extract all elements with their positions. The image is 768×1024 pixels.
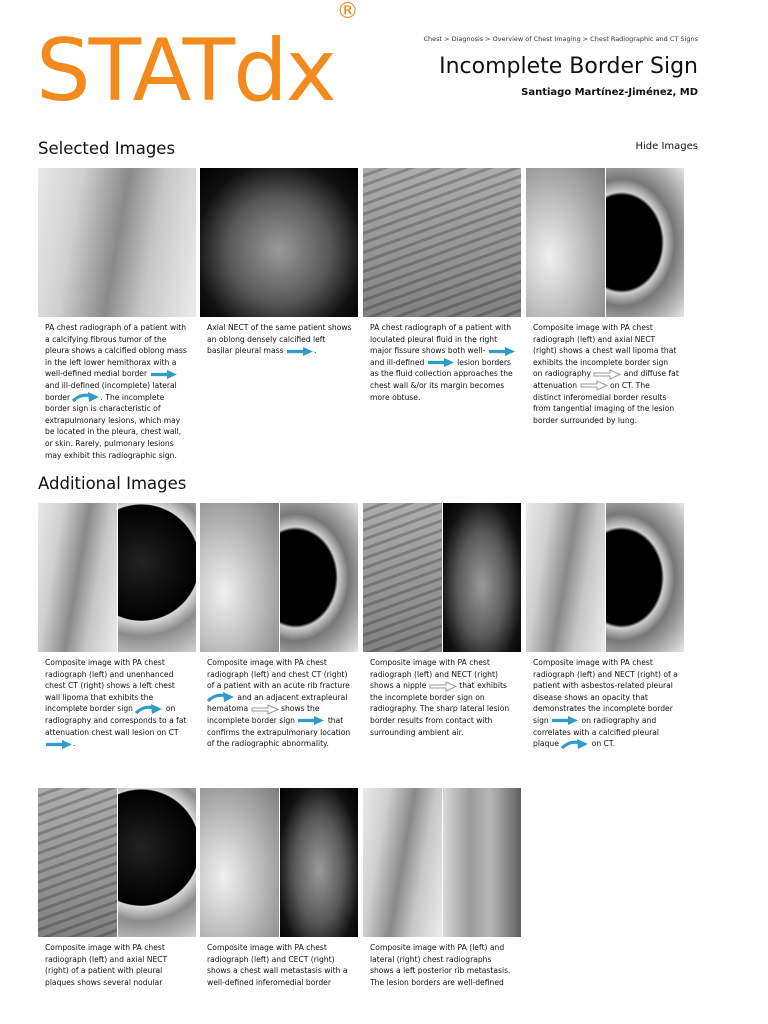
figure-image[interactable] xyxy=(526,503,684,652)
caption-text: . The incomplete border sign is characteristic of extrapulmonary lesions, which may be located in the pleura, chest wall, or skin. Rarely, pulmonary lesions may exhibit this radiographic sign. xyxy=(45,392,182,460)
breadcrumb-separator: > xyxy=(444,35,450,43)
figure-caption xyxy=(363,322,521,403)
figure-caption xyxy=(38,322,196,461)
figure-image[interactable] xyxy=(38,788,196,937)
open-arrow-icon xyxy=(593,369,621,380)
open-arrow-icon xyxy=(251,704,279,715)
logo-text: STATdx xyxy=(36,21,335,121)
figure-card xyxy=(526,503,684,750)
page-title: Incomplete Border Sign xyxy=(439,54,698,79)
figure-caption xyxy=(38,942,196,988)
caption-text: and ill-defined xyxy=(370,357,427,367)
caption-text: on CT. xyxy=(589,739,616,749)
figure-card xyxy=(38,168,196,461)
figure-image[interactable] xyxy=(200,168,358,317)
open-arrow-icon xyxy=(580,380,608,391)
open-arrow-icon xyxy=(429,681,457,692)
figure-caption xyxy=(526,322,684,426)
caption-text: and ill-defined (incomplete) lateral border xyxy=(45,380,177,402)
caption-text: on radiography and corresponds to a fat attenuation chest wall lesion on CT xyxy=(45,704,187,737)
figure-image[interactable] xyxy=(38,503,196,652)
solid-arrow-icon xyxy=(427,357,455,368)
statdx-logo xyxy=(36,0,359,121)
caption-text: . xyxy=(313,346,317,356)
caption-text: Composite image with PA chest radiograph (left) and CECT (right) shows a chest wall metastasis with a well-defined inferomedial border xyxy=(207,943,348,987)
figure-card xyxy=(38,788,196,988)
breadcrumb-item[interactable]: Diagnosis xyxy=(451,35,484,43)
caption-text: and an adjacent extrapleural hematoma xyxy=(207,692,348,714)
breadcrumb-separator: > xyxy=(582,35,589,43)
caption-text: Composite image with PA (left) and lateral (right) chest radiographs shows a left posterior rib metastasis. The lesion borders are well-defined xyxy=(370,943,511,987)
curved-arrow-icon xyxy=(561,739,589,750)
figure-caption xyxy=(526,657,684,750)
figure-card xyxy=(200,503,358,750)
caption-text: that exhibits the incomplete border sign on radiography. The sharp lateral lesion border results from contact with surrounding ambient air. xyxy=(370,681,510,737)
breadcrumb-item[interactable]: Chest Radiographic and CT Signs xyxy=(590,35,698,43)
caption-text: Axial NECT of the same patient shows an oblong densely calcified left basilar pleural mass xyxy=(207,323,352,356)
figure-image[interactable] xyxy=(38,168,196,317)
caption-text: PA chest radiograph of a patient with a calcifying fibrous tumor of the pleura shows a calcified oblong mass in the left lower hemithorax with a well-defined medial border xyxy=(45,323,187,379)
figure-card xyxy=(526,168,684,426)
solid-arrow-icon xyxy=(488,346,516,357)
solid-arrow-icon xyxy=(45,739,76,750)
figure-card xyxy=(363,788,521,988)
caption-text: lesion borders as the fluid collection approaches the chest wall &/or its margin becomes more obtuse. xyxy=(370,357,513,402)
figure-card xyxy=(200,788,358,988)
caption-text: and diffuse fat attenuation xyxy=(533,369,679,390)
curved-arrow-icon xyxy=(72,392,100,403)
figure-caption xyxy=(200,657,358,750)
breadcrumb-item[interactable]: Chest xyxy=(423,35,443,43)
figure-image[interactable] xyxy=(363,503,521,652)
solid-arrow-icon xyxy=(297,715,325,726)
figure-caption xyxy=(363,942,521,988)
figure-card xyxy=(363,168,521,403)
breadcrumb-separator: > xyxy=(485,35,491,43)
caption-text: on CT. The distinct inferomedial border results from tangential imaging of the lesion border surrounded by lung. xyxy=(533,380,675,425)
figure-caption xyxy=(363,657,521,738)
caption-text: Composite image with PA chest radiograph (left) and axial NECT (right) of a patient with pleural plaques shows several nodular xyxy=(45,943,168,987)
figure-image[interactable] xyxy=(363,168,521,317)
figure-card xyxy=(38,503,196,750)
selected-images-heading: Selected Images xyxy=(38,139,176,158)
figure-image[interactable] xyxy=(200,503,358,652)
caption-text: Composite image with PA chest radiograph (left) and NECT (right) of a patient with asbestos-related pleural disease shows an opacity that demonstrates the incomplete border sign xyxy=(533,658,678,725)
breadcrumb-item[interactable]: Overview of Chest Imaging xyxy=(492,35,581,43)
caption-text: PA chest radiograph of a patient with loculated pleural fluid in the right major fissure shows both well- xyxy=(370,323,512,356)
caption-text: shows the incomplete border sign xyxy=(207,704,320,725)
hide-images-button[interactable]: Hide Images xyxy=(635,141,698,152)
registered-mark: ® xyxy=(336,0,359,25)
caption-text: Composite image with PA chest radiograph (left) and axial NECT (right) shows a chest wall lipoma that exhibits the incomplete border sign on radiography xyxy=(533,323,677,379)
curved-arrow-icon xyxy=(135,704,163,715)
solid-arrow-icon xyxy=(551,715,579,726)
caption-text: Composite image with PA chest radiograph (left) and chest CT (right) of a patient with an acute rib fracture xyxy=(207,658,350,691)
figure-image[interactable] xyxy=(526,168,684,317)
solid-arrow-icon xyxy=(286,346,317,357)
figure-caption xyxy=(200,322,358,357)
caption-text: Composite image with PA chest radiograph (left) and NECT (right) shows a nipple xyxy=(370,658,498,691)
figure-caption xyxy=(200,942,358,988)
figure-card xyxy=(200,168,358,357)
additional-images-heading: Additional Images xyxy=(38,474,187,493)
breadcrumb xyxy=(424,35,698,43)
caption-text: . xyxy=(73,739,76,749)
curved-arrow-icon xyxy=(207,692,235,703)
solid-arrow-icon xyxy=(150,369,178,380)
figure-caption xyxy=(38,657,196,750)
caption-text: that confirms the extrapulmonary location of the radiographic abnormality. xyxy=(207,715,351,749)
figure-image[interactable] xyxy=(200,788,358,937)
figure-card xyxy=(363,503,521,738)
caption-text: Composite image with PA chest radiograph (left) and unenhanced chest CT (right) shows a left chest wall lipoma that exhibits the incomplete border sign xyxy=(45,658,175,714)
caption-text: on radiography and correlates with a calcified pleural plaque xyxy=(533,715,660,749)
author-name: Santiago Martínez-Jiménez, MD xyxy=(521,87,698,98)
figure-image[interactable] xyxy=(363,788,521,937)
